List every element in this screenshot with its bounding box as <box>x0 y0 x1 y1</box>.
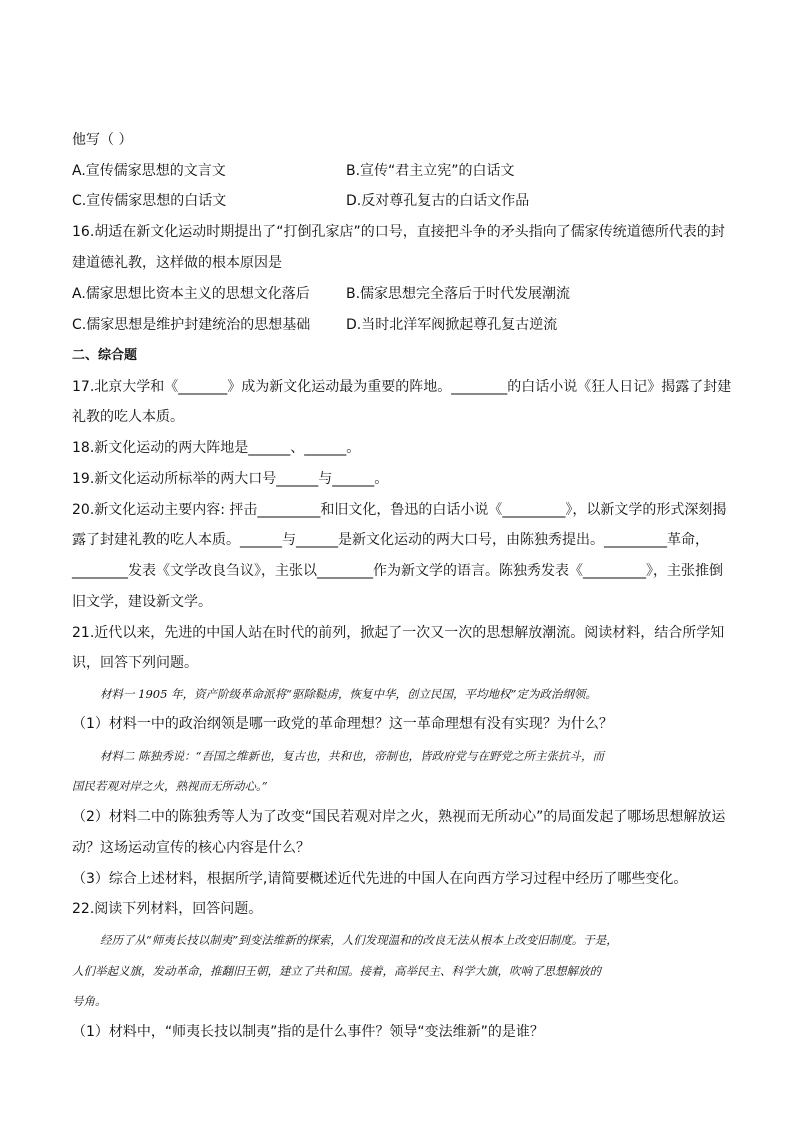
q22-material-line3: 号角。 <box>72 994 107 1008</box>
q15-option-d: D.反对尊孔复古的白话文作品 <box>346 193 530 209</box>
q20-line2: 露了封建礼教的吃人本质。______与______是新文化运动的两大口号，由陈独秀提出。_________革命， <box>72 532 709 548</box>
q21-stem-line2: 识，回答下列问题。 <box>72 655 198 671</box>
q16-option-a: A.儒家思想比资本主义的思想文化落后 <box>72 286 310 302</box>
q22-material-line1: 经历了从“师夷长技以制夷”到变法维新的探索，人们发现温和的改良无法从根本上改变旧制度。于是， <box>100 933 618 947</box>
q20-line4: 旧文学，建设新文学。 <box>72 594 212 610</box>
q15-stem-tail: 他写（ ） <box>72 132 133 148</box>
q20-line1: 20.新文化运动主要内容: 抨击_________和旧文化，鲁迅的白话小说《_________》，以新文学的形式深刻揭 <box>72 502 727 518</box>
q21-stem-line1: 21.近代以来，先进的中国人站在时代的前列，掀起了一次又一次的思想解放潮流。阅读材料，结合所学知 <box>72 625 725 641</box>
q17-line2: 礼教的吃人本质。 <box>72 409 184 425</box>
q22-material-line2: 人们举起义旗，发动革命，推翻旧王朝，建立了共和国。接着，高举民主、科学大旗，吹响了思想解放的 <box>72 964 601 978</box>
q19: 19.新文化运动所标举的两大口号______与______。 <box>72 471 389 487</box>
q16-stem-line1: 16.胡适在新文化运动时期提出了“打倒孔家店”的口号，直接把斗争的矛头指向了儒家传统道德所代表的封 <box>72 224 725 240</box>
q16-option-b: B.儒家思想完全落后于时代发展潮流 <box>346 286 571 302</box>
q21-material-one: 材料一 1905 年，资产阶级革命派将“驱除鞑虏，恢复中华，创立民国，平均地权”定为政治纲领。 <box>100 687 597 701</box>
q15-option-b: B.宣传“君主立宪”的白话文 <box>346 163 515 179</box>
q21-subquestion-1: （1）材料一中的政治纲领是哪一政党的革命理想？这一革命理想有没有实现？为什么？ <box>72 716 613 732</box>
q15-option-c: C.宣传儒家思想的白话文 <box>72 193 227 209</box>
q20-line3: ________发表《文学改良刍议》，主张以________作为新文学的语言。陈独秀发表《_________》，主张推倒 <box>72 563 723 579</box>
q21-subquestion-3: （3）综合上述材料，根据所学,请简要概述近代先进的中国人在向西方学习过程中经历了哪些变化。 <box>72 871 688 887</box>
q18: 18.新文化运动的两大阵地是______、______。 <box>72 440 361 456</box>
q21-material-two-line1: 材料二 陈独秀说：“吾国之维新也，复古也，共和也，帝制也，皆政府党与在野党之所主张抗斗，而 <box>100 749 605 763</box>
q16-option-d: D.当时北洋军阀掀起尊孔复古逆流 <box>346 317 558 333</box>
q22-stem: 22.阅读下列材料，回答问题。 <box>72 901 263 917</box>
q21-material-two-line2: 国民若观对岸之火，熟视而无所动心。” <box>72 779 268 793</box>
q16-stem-line2: 建道德礼教，这样做的根本原因是 <box>72 255 282 271</box>
q17-line1: 17.北京大学和《_______》成为新文化运动最为重要的阵地。________的白话小说《狂人日记》揭露了封建 <box>72 379 732 395</box>
q21-subquestion-2-line2: 动？这场运动宣传的核心内容是什么？ <box>72 840 310 856</box>
section-title: 二、综合题 <box>72 348 138 363</box>
q21-subquestion-2-line1: （2）材料二中的陈独秀等人为了改变“国民若观对岸之火，熟视而无所动心”的局面发起了哪场思想解放运 <box>72 809 726 825</box>
q22-subquestion-1: （1）材料中，“师夷长技以制夷”指的是什么事件？领导“变法维新”的是谁？ <box>72 1024 544 1040</box>
q16-option-c: C.儒家思想是维护封建统治的思想基础 <box>72 317 311 333</box>
q15-option-a: A.宣传儒家思想的文言文 <box>72 163 226 179</box>
